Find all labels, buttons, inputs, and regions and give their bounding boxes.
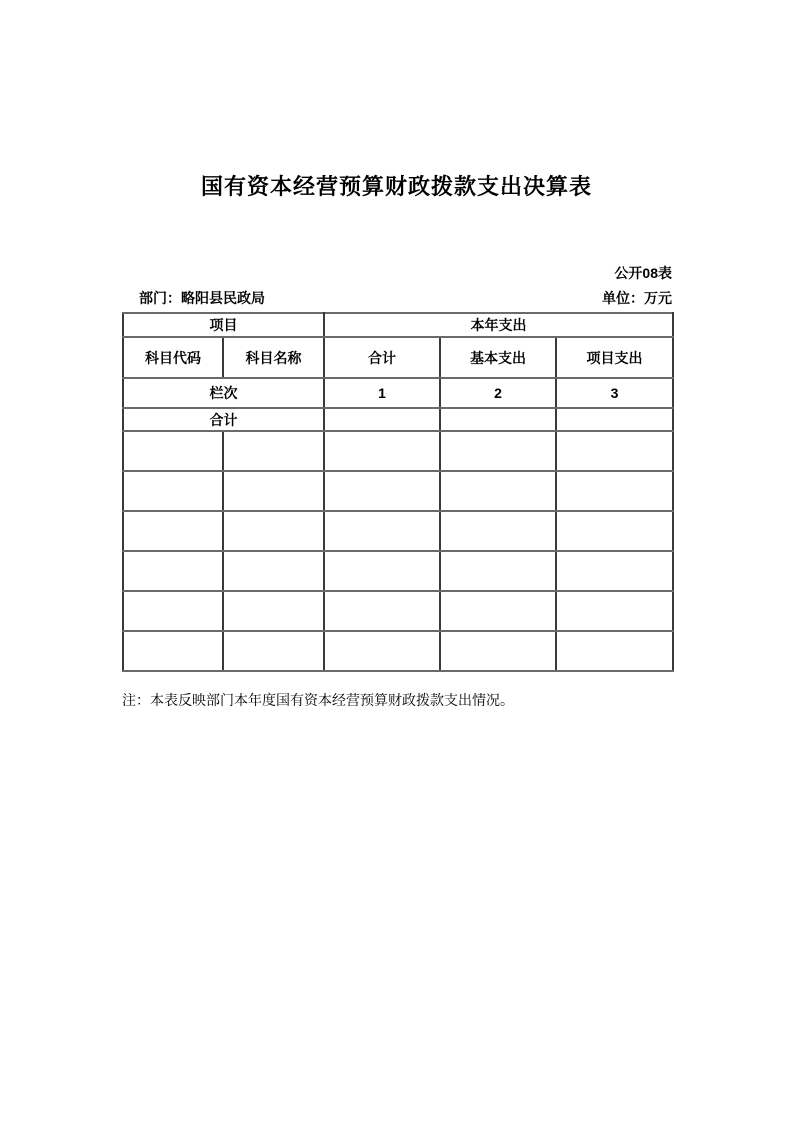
empty-cell	[556, 511, 673, 551]
summary-row-label: 合计	[123, 408, 324, 431]
empty-cell	[556, 471, 673, 511]
header-current-year-expenditure-group: 本年支出	[324, 313, 673, 337]
empty-cell	[556, 551, 673, 591]
column-number-3: 3	[556, 378, 673, 408]
empty-cell	[123, 591, 223, 631]
empty-cell	[324, 591, 440, 631]
empty-cell	[223, 431, 324, 471]
header-subject-code: 科目代码	[123, 337, 223, 378]
table-row	[123, 408, 673, 431]
empty-cell	[223, 631, 324, 671]
summary-project-cell	[556, 408, 673, 431]
empty-cell	[440, 591, 556, 631]
empty-cell	[556, 431, 673, 471]
empty-cell	[324, 471, 440, 511]
empty-cell	[324, 631, 440, 671]
table-row	[123, 591, 673, 631]
table-row	[123, 551, 673, 591]
empty-cell	[223, 471, 324, 511]
table-row	[123, 313, 673, 337]
summary-basic-cell	[440, 408, 556, 431]
empty-cell	[440, 631, 556, 671]
table-row	[123, 337, 673, 378]
empty-cell	[223, 511, 324, 551]
header-total: 合计	[324, 337, 440, 378]
summary-total-cell	[324, 408, 440, 431]
empty-cell	[440, 431, 556, 471]
column-number-1: 1	[324, 378, 440, 408]
fiscal-table-grid	[122, 312, 674, 672]
page-title: 国有资本经营预算财政拨款支出决算表	[200, 174, 592, 199]
empty-cell	[123, 511, 223, 551]
table-code-label: 公开08表	[614, 265, 672, 281]
empty-cell	[123, 471, 223, 511]
empty-cell	[223, 591, 324, 631]
header-project-expenditure: 项目支出	[556, 337, 673, 378]
empty-cell	[123, 551, 223, 591]
empty-cell	[556, 631, 673, 671]
table-row	[123, 431, 673, 471]
empty-cell	[223, 551, 324, 591]
meta-row	[139, 288, 672, 308]
table-row	[123, 378, 673, 408]
department-label: 部门：略阳县民政局	[139, 290, 265, 306]
header-basic-expenditure: 基本支出	[440, 337, 556, 378]
empty-cell	[123, 431, 223, 471]
empty-rows	[123, 431, 673, 671]
header-subject-name: 科目名称	[223, 337, 324, 378]
empty-cell	[556, 591, 673, 631]
table-row	[123, 631, 673, 671]
column-number-2: 2	[440, 378, 556, 408]
footnote: 注：本表反映部门本年度国有资本经营预算财政拨款支出情况。	[122, 694, 514, 709]
empty-cell	[440, 471, 556, 511]
empty-cell	[324, 551, 440, 591]
table-row	[123, 471, 673, 511]
header-item-group: 项目	[123, 313, 324, 337]
unit-label: 单位：万元	[602, 290, 672, 306]
empty-cell	[324, 511, 440, 551]
empty-cell	[440, 511, 556, 551]
table-row	[123, 511, 673, 551]
empty-cell	[440, 551, 556, 591]
empty-cell	[324, 431, 440, 471]
fiscal-table	[122, 312, 674, 672]
column-index-label: 栏次	[123, 378, 324, 408]
empty-cell	[123, 631, 223, 671]
